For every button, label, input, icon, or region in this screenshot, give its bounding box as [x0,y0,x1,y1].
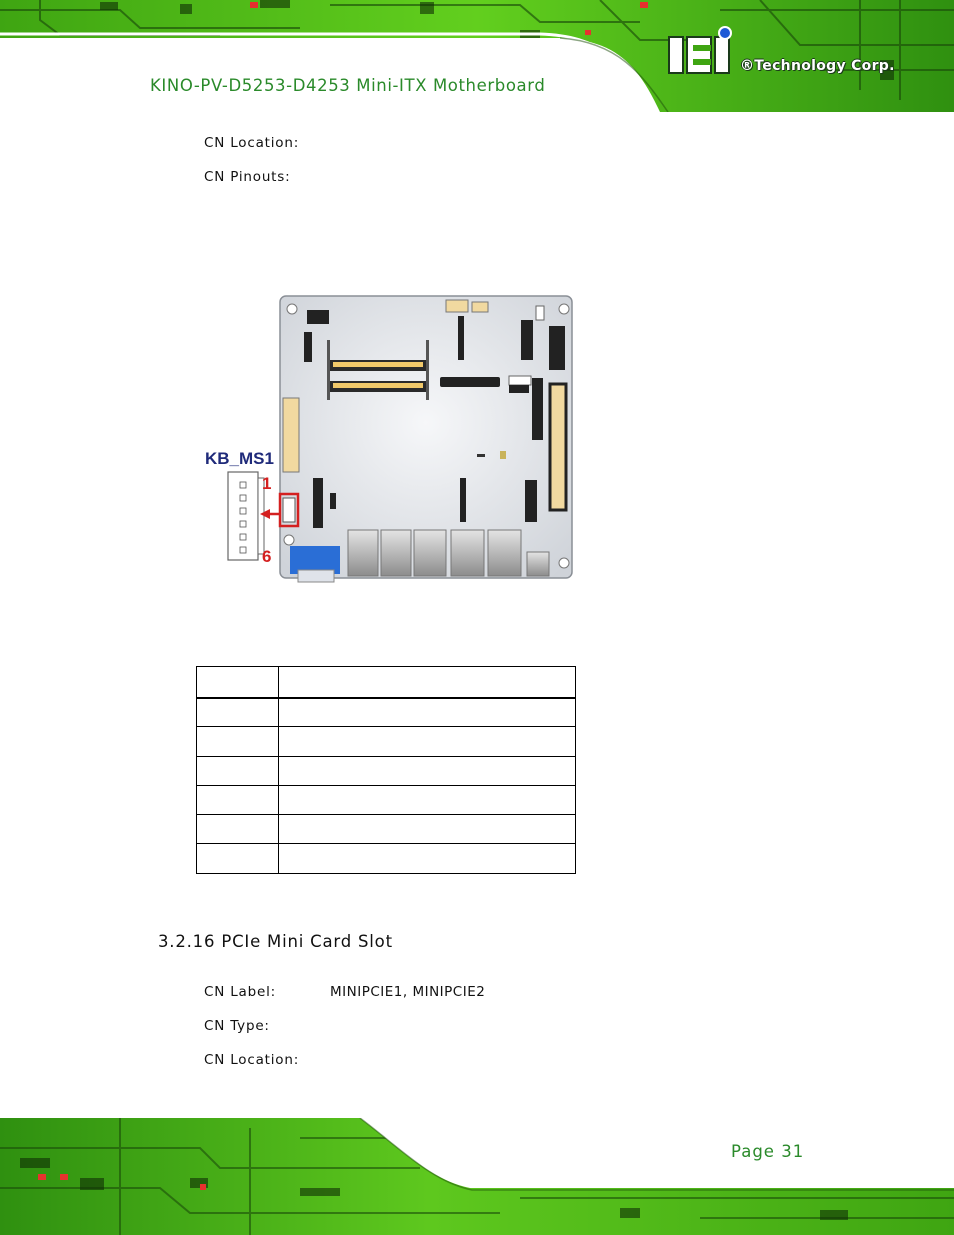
fan-connector [446,300,468,312]
table-cell [279,785,576,814]
vertical-connector [525,480,537,522]
iei-logo-icon [667,25,737,77]
table-cell [197,815,279,844]
page-number: Page 31 [731,1142,805,1161]
fan-connector [472,302,488,312]
table-row [197,698,576,727]
pin-header [304,332,312,362]
vertical-connector [521,320,533,360]
vertical-header [532,378,543,440]
table-row [197,756,576,785]
small-connector [536,306,544,320]
table-cell [197,756,279,785]
vga-port-shell [298,570,334,582]
vertical-header [460,478,466,522]
pin-6-label: 6 [262,547,272,566]
pinout-table [196,666,576,874]
cn-location-label: CN Location: [204,135,300,151]
page-footer [0,1118,954,1235]
table-row [197,785,576,814]
section-heading: 3.2.16 PCIe Mini Card Slot [158,932,393,951]
sata-connector [440,377,500,387]
footer-circuit-banner [0,1118,954,1235]
cn-pinouts-label: CN Pinouts: [204,169,291,185]
cn-label-label: CN Label: [204,984,276,1000]
pin-header [330,493,336,509]
table-cell [279,727,576,756]
table-cell [197,785,279,814]
logo-wordmark: ®Technology Corp. [740,58,895,74]
table-cell [279,815,576,844]
table-cell [197,698,279,727]
table-cell [197,844,279,873]
pin-header [313,478,323,528]
cn-type-label: CN Type: [204,1018,270,1034]
table-row [197,844,576,873]
vertical-header [458,316,464,360]
page-header [0,0,954,112]
vertical-connector [549,326,565,370]
mounting-hole [559,304,569,314]
mounting-hole [284,535,294,545]
document-title: KINO-PV-D5253-D4253 Mini-ITX Motherboard [150,76,546,95]
header-circuit-banner [0,0,954,112]
table-row [197,727,576,756]
table-cell [197,727,279,756]
table-cell [197,667,279,698]
jumper [500,451,506,459]
table-row [197,815,576,844]
power-connector [283,398,299,472]
mounting-hole [559,558,569,568]
small-connector [509,376,531,385]
pin-header [509,385,529,393]
table-cell [279,698,576,727]
kb-ms1-connector [283,498,295,522]
table-header-row [197,667,576,698]
table-cell [279,844,576,873]
mounting-hole [287,304,297,314]
kb-ms1-label: KB_MS1 [205,449,274,468]
motherboard-location-figure [200,290,580,590]
pin-header [307,310,329,324]
pci-slot [550,384,566,510]
table-cell [279,756,576,785]
cn-location-label-2: CN Location: [204,1052,300,1068]
pin-1-label: 1 [262,474,272,493]
table-cell [279,667,576,698]
jumper [477,454,485,457]
cn-label-value: MINIPCIE1, MINIPCIE2 [330,984,486,1000]
